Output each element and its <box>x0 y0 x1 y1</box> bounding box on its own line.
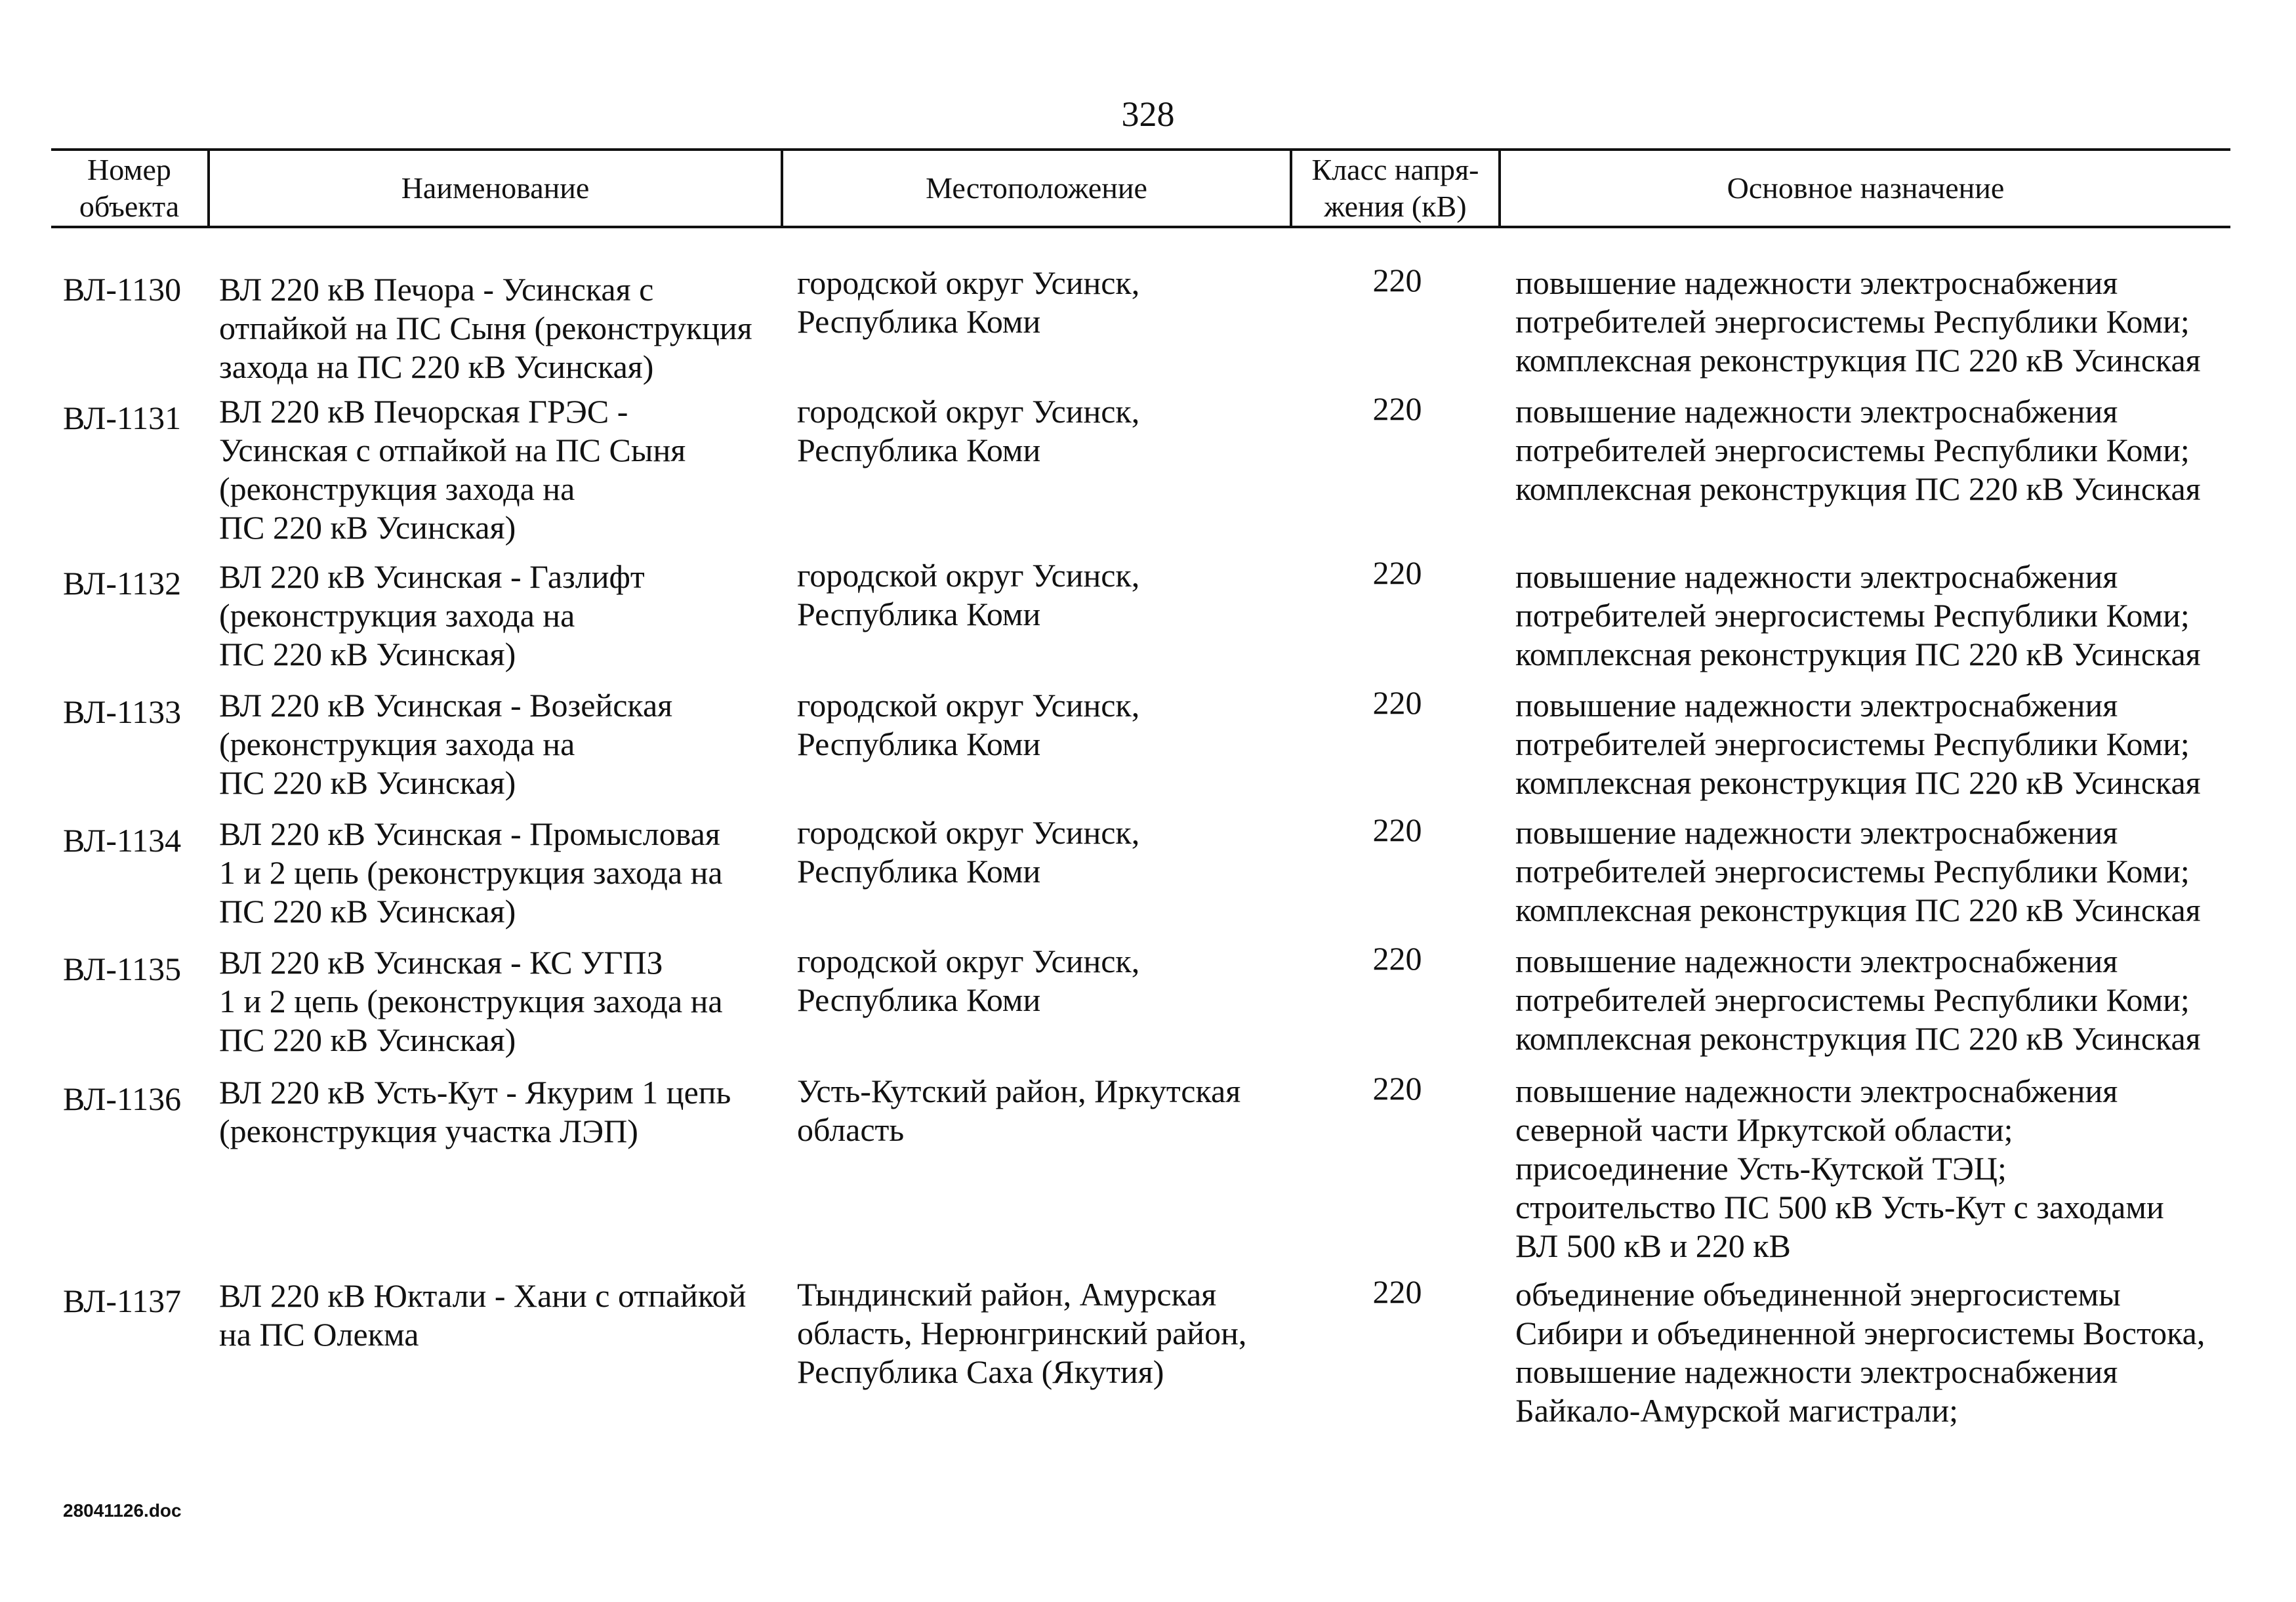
row-voltage: 220 <box>1372 684 1422 721</box>
row-purpose: повышение надежности электроснабжения потребителей энергосистемы Республики Коми; комплексная реконструкция ПС 220 кВ Усинская <box>1515 264 2201 379</box>
header-purpose: Основное назначение <box>1727 171 2005 205</box>
row-voltage: 220 <box>1372 262 1422 298</box>
row-voltage: 220 <box>1372 940 1422 977</box>
row-number: ВЛ-1137 <box>63 1283 182 1319</box>
row-number: ВЛ-1133 <box>63 693 182 730</box>
row-number: ВЛ-1130 <box>63 271 182 308</box>
row-name: ВЛ 220 кВ Усинская - Газлифт (реконструкция захода на ПС 220 кВ Усинская) <box>219 558 645 672</box>
row-purpose: повышение надежности электроснабжения потребителей энергосистемы Республики Коми; комплексная реконструкция ПС 220 кВ Усинская <box>1515 814 2201 928</box>
row-location: городской округ Усинск, Республика Коми <box>797 687 1140 762</box>
document-filename: 28041126.doc <box>63 1500 182 1521</box>
row-purpose: объединение объединенной энергосистемы Сибири и объединенной энергосистемы Востока, повышение надежности электроснабжения Байкало-Амурской магистрали; <box>1515 1276 2205 1429</box>
row-number: ВЛ-1136 <box>63 1080 182 1117</box>
row-purpose: повышение надежности электроснабжения потребителей энергосистемы Республики Коми; комплексная реконструкция ПС 220 кВ Усинская <box>1515 943 2201 1057</box>
row-voltage: 220 <box>1372 554 1422 591</box>
row-purpose: повышение надежности электроснабжения потребителей энергосистемы Республики Коми; комплексная реконструкция ПС 220 кВ Усинская <box>1515 687 2201 801</box>
row-location: городской округ Усинск, Республика Коми <box>797 393 1140 468</box>
row-voltage: 220 <box>1372 390 1422 427</box>
row-number: ВЛ-1134 <box>63 822 182 859</box>
row-name: ВЛ 220 кВ Печора - Усинская с отпайкой на ПС Сыня (реконструкция захода на ПС 220 кВ Усинская) <box>219 271 752 385</box>
row-location: городской округ Усинск, Республика Коми <box>797 557 1140 632</box>
row-name: ВЛ 220 кВ Усинская - КС УГПЗ 1 и 2 цепь (реконструкция захода на ПС 220 кВ Усинская) <box>219 944 723 1058</box>
row-voltage: 220 <box>1372 811 1422 848</box>
header-voltage: Класс напря- жения (кВ) <box>1311 153 1479 223</box>
row-name: ВЛ 220 кВ Юктали - Хани с отпайкой на ПС Олекма <box>219 1277 747 1353</box>
row-number: ВЛ-1132 <box>63 565 182 602</box>
table-header <box>51 148 2230 228</box>
header-name: Наименование <box>401 171 590 205</box>
row-location: городской округ Усинск, Республика Коми <box>797 943 1140 1018</box>
row-purpose: повышение надежности электроснабжения северной части Иркутской области; присоединение Усть-Кутской ТЭЦ; строительство ПС 500 кВ Усть-Кут с заходами ВЛ 500 кВ и 220 кВ <box>1515 1073 2164 1264</box>
row-voltage: 220 <box>1372 1070 1422 1107</box>
row-location: Усть-Кутский район, Иркутская область <box>797 1073 1241 1148</box>
row-name: ВЛ 220 кВ Усть-Кут - Якурим 1 цепь (реконструкция участка ЛЭП) <box>219 1074 731 1149</box>
row-number: ВЛ-1135 <box>63 951 182 987</box>
row-purpose: повышение надежности электроснабжения потребителей энергосистемы Республики Коми; комплексная реконструкция ПС 220 кВ Усинская <box>1515 558 2201 672</box>
row-location: городской округ Усинск, Республика Коми <box>797 264 1140 340</box>
header-bottom-rule <box>51 226 2230 228</box>
row-name: ВЛ 220 кВ Усинская - Возейская (реконструкция захода на ПС 220 кВ Усинская) <box>219 687 673 801</box>
header-location: Местоположение <box>926 171 1147 205</box>
row-voltage: 220 <box>1372 1273 1422 1310</box>
row-name: ВЛ 220 кВ Печорская ГРЭС - Усинская с отпайкой на ПС Сыня (реконструкция захода на ПС 220 кВ Усинская) <box>219 393 686 546</box>
row-name: ВЛ 220 кВ Усинская - Промысловая 1 и 2 цепь (реконструкция захода на ПС 220 кВ Усинская) <box>219 815 723 930</box>
row-location: городской округ Усинск, Республика Коми <box>797 814 1140 890</box>
header-number: Номер объекта <box>79 153 180 223</box>
row-purpose: повышение надежности электроснабжения потребителей энергосистемы Республики Коми; комплексная реконструкция ПС 220 кВ Усинская <box>1515 393 2201 507</box>
row-location: Тындинский район, Амурская область, Нерюнгринский район, Республика Саха (Якутия) <box>797 1276 1247 1390</box>
row-number: ВЛ-1131 <box>63 400 182 436</box>
page-number: 328 <box>1121 94 1175 134</box>
